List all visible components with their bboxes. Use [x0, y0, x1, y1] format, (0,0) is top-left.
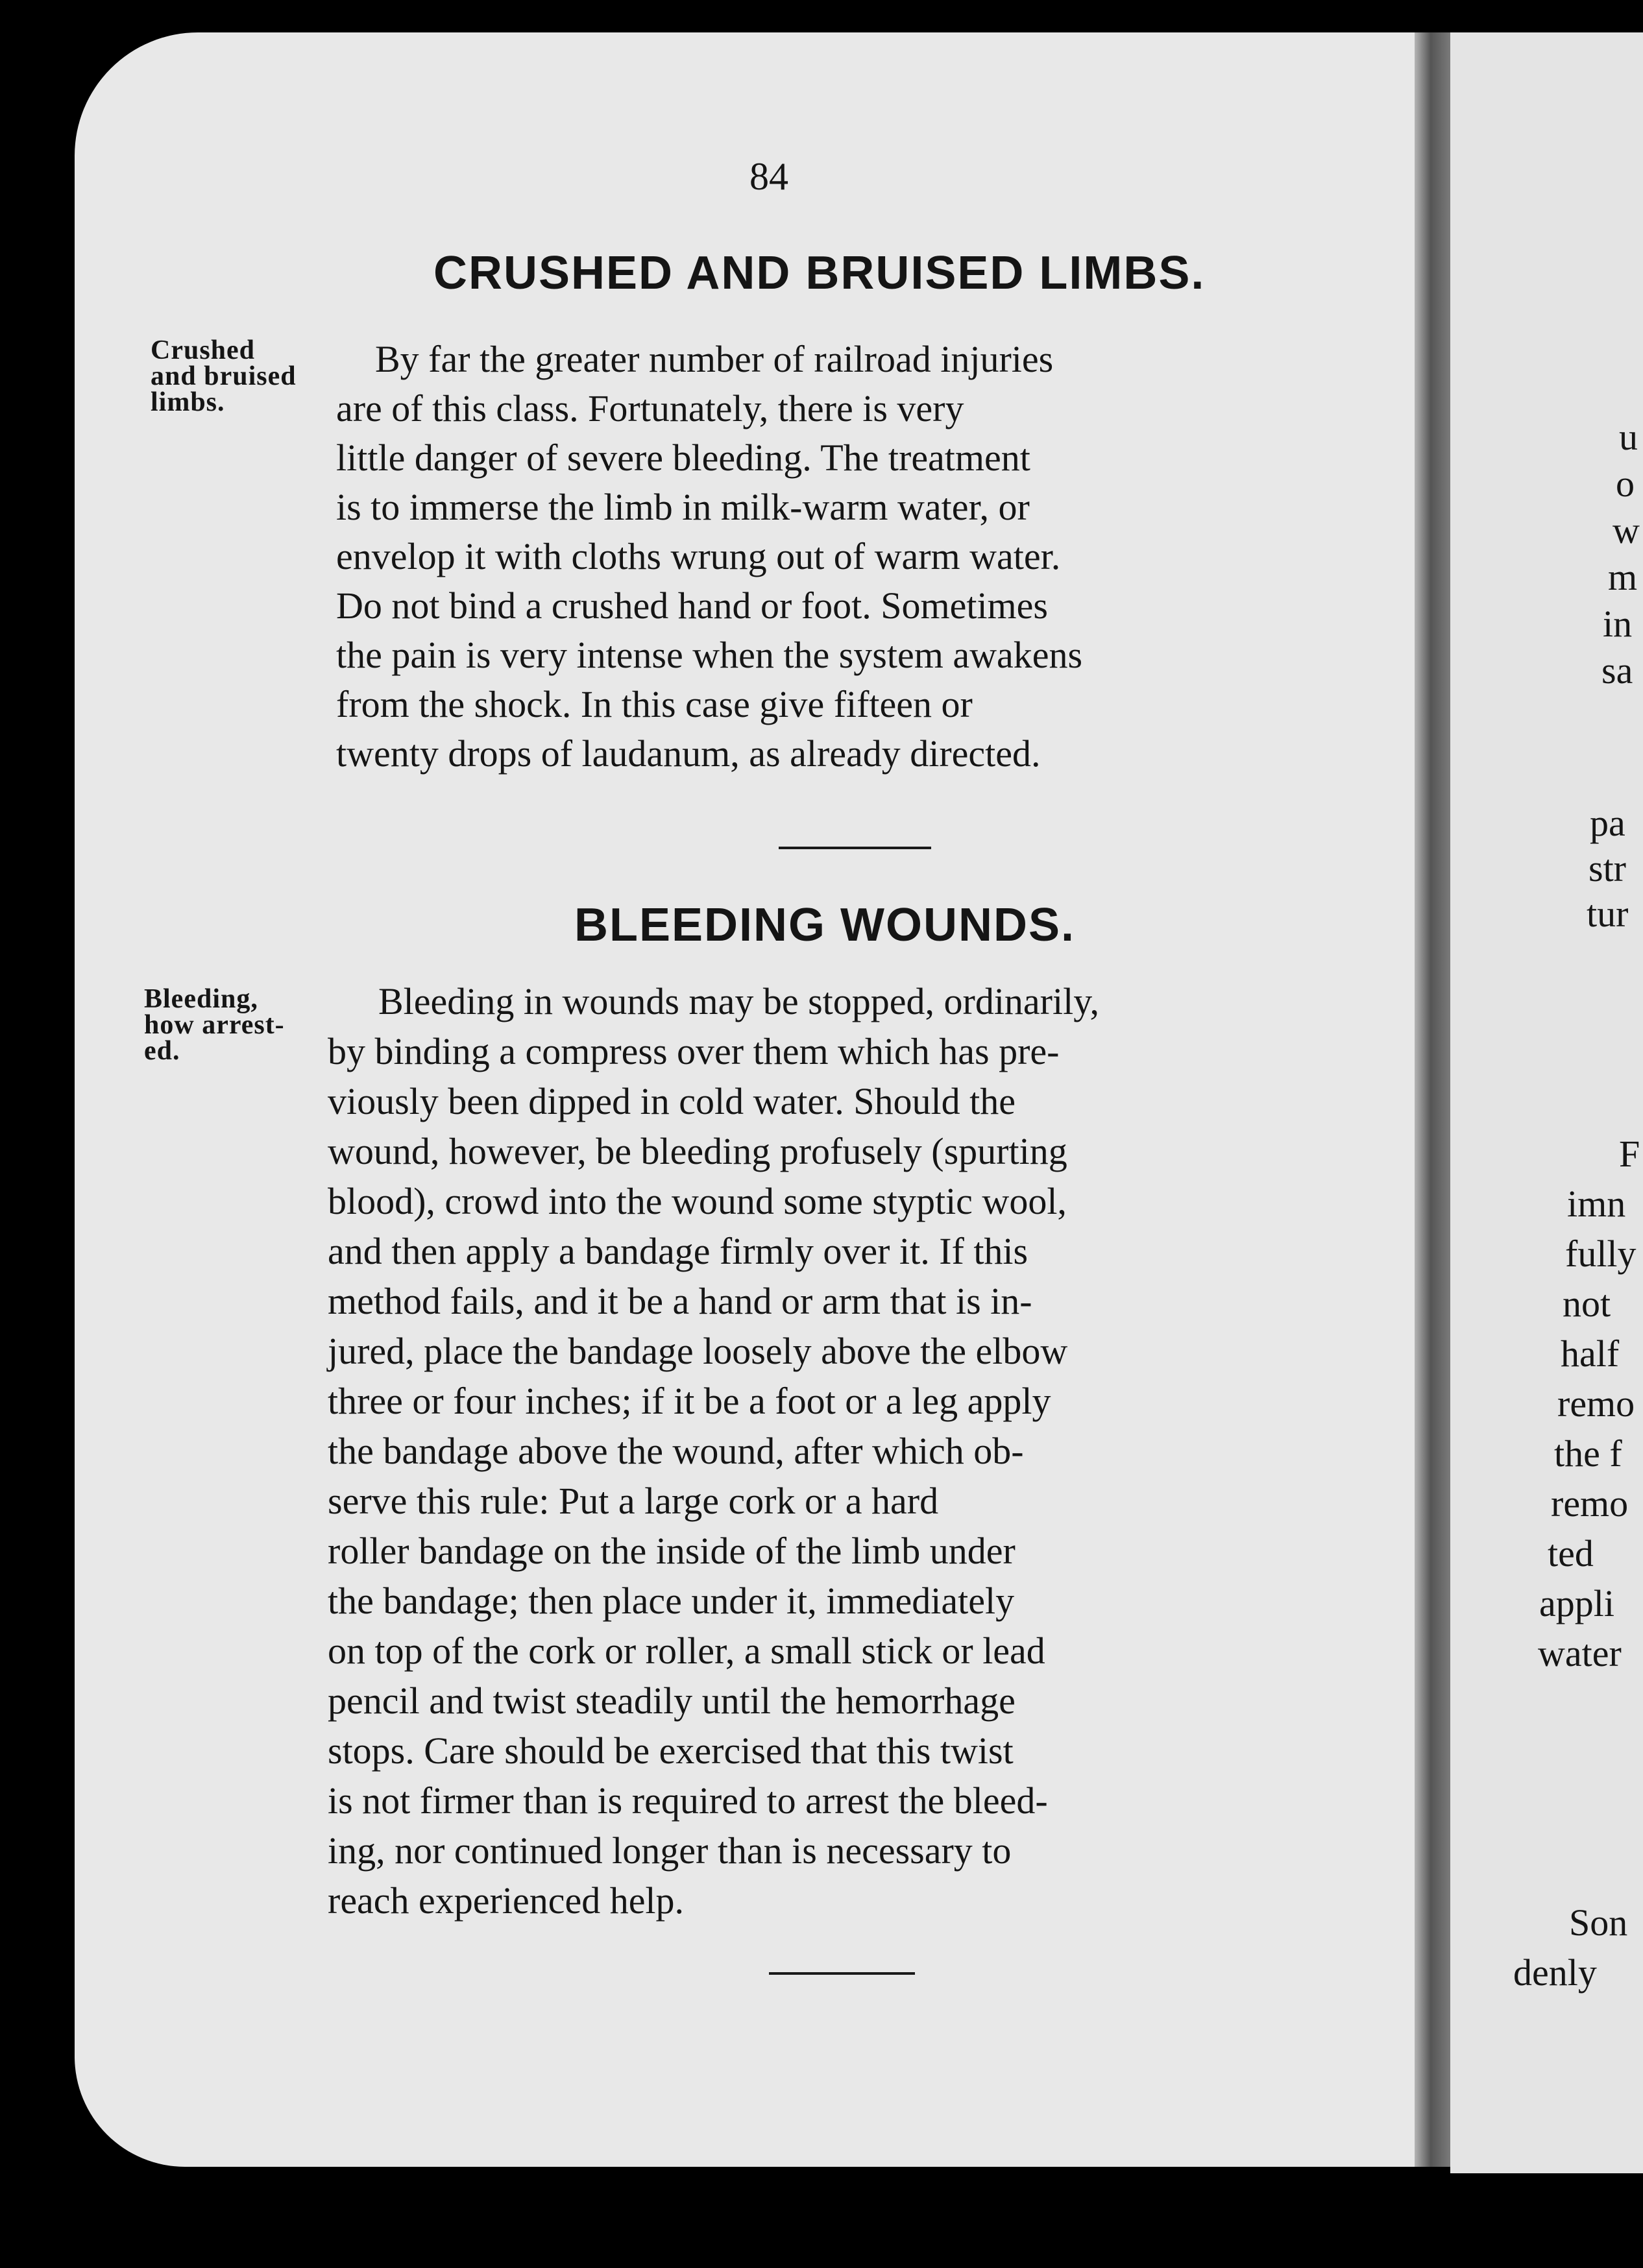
margin-note-crushed-limbs	[151, 337, 297, 415]
text-line: blood), crowd into the wound some styptic wool,	[328, 1180, 1067, 1222]
text-line: Do not bind a crushed hand or foot. Sometimes	[336, 585, 1048, 627]
text-line: by binding a compress over them which has pre-	[328, 1030, 1060, 1072]
text-line: envelop it with cloths wrung out of warm water.	[336, 535, 1061, 577]
text-line: and then apply a bandage firmly over it. If this	[328, 1230, 1028, 1272]
facing-fragment: remo	[1557, 1382, 1635, 1425]
text-line: serve this rule: Put a large cork or a hard	[328, 1480, 939, 1522]
facing-fragment: fully	[1565, 1233, 1637, 1275]
section-title-bleeding-wounds: BLEEDING WOUNDS.	[574, 899, 1076, 951]
text-line: method fails, and it be a hand or arm that is in-	[328, 1280, 1032, 1322]
facing-fragment: denly	[1513, 1951, 1597, 1994]
section-divider	[779, 847, 931, 849]
facing-fragment: sa	[1601, 649, 1633, 692]
text-line: little danger of severe bleeding. The treatment	[336, 437, 1030, 479]
facing-fragment: in	[1603, 603, 1633, 645]
text-line: viously been dipped in cold water. Should the	[328, 1080, 1016, 1122]
text-line: is not firmer than is required to arrest the bleed-	[328, 1779, 1048, 1822]
facing-fragment: m	[1608, 556, 1638, 598]
text-line: on top of the cork or roller, a small stick or lead	[328, 1630, 1045, 1672]
section-divider	[769, 1972, 915, 1975]
text-line: the pain is very intense when the system awakens	[336, 634, 1083, 676]
text-line: roller bandage on the inside of the limb under	[328, 1530, 1016, 1572]
facing-fragment: ted	[1548, 1532, 1594, 1574]
facing-fragment: half	[1561, 1333, 1620, 1375]
text-line: ing, nor continued longer than is necessary to	[328, 1829, 1012, 1872]
book-gutter	[1415, 32, 1450, 2167]
text-line: jured, place the bandage loosely above the elbow	[328, 1330, 1068, 1372]
facing-fragment: imn	[1567, 1183, 1626, 1225]
text-line: three or four inches; if it be a foot or a leg apply	[328, 1380, 1051, 1422]
facing-fragment: pa	[1590, 802, 1625, 844]
text-line: from the shock. In this case give fifteen or	[336, 683, 973, 725]
facing-page	[1450, 32, 1643, 2173]
margin-note-line: how arrest-	[144, 1010, 285, 1040]
facing-fragment: Son	[1569, 1901, 1628, 1944]
text-line: By far the greater number of railroad injuries	[375, 338, 1054, 380]
margin-note-line: and bruised	[151, 361, 297, 391]
text-line: are of this class. Fortunately, there is very	[336, 387, 964, 429]
page-number: 84	[749, 155, 788, 198]
facing-fragment: o	[1616, 463, 1635, 505]
facing-fragment: w	[1613, 509, 1640, 551]
facing-fragment: u	[1619, 416, 1638, 458]
text-line: twenty drops of laudanum, as already directed.	[336, 732, 1041, 775]
facing-fragment: not	[1563, 1283, 1611, 1325]
facing-fragment: appli	[1539, 1582, 1614, 1624]
text-line: pencil and twist steadily until the hemorrhage	[328, 1680, 1016, 1722]
facing-fragment: tur	[1587, 893, 1629, 935]
margin-note-line: Bleeding,	[144, 984, 258, 1014]
text-line: the bandage above the wound, after which ob-	[328, 1430, 1024, 1472]
text-line: the bandage; then place under it, immediately	[328, 1580, 1015, 1622]
facing-fragment: the f	[1554, 1432, 1622, 1475]
text-line: Bleeding in wounds may be stopped, ordinarily,	[378, 980, 1099, 1022]
text-line: wound, however, be bleeding profusely (spurting	[328, 1130, 1067, 1172]
margin-note-bleeding	[144, 986, 285, 1064]
facing-fragment: water	[1538, 1632, 1622, 1674]
facing-fragment: F	[1619, 1133, 1640, 1175]
text-line: stops. Care should be exercised that this twist	[328, 1730, 1014, 1772]
text-line: is to immerse the limb in milk-warm water, or	[336, 486, 1030, 528]
section-title-crushed-limbs: CRUSHED AND BRUISED LIMBS.	[433, 247, 1206, 299]
text-line: reach experienced help.	[328, 1879, 685, 1922]
margin-note-line: limbs.	[151, 387, 225, 417]
facing-fragment: remo	[1551, 1482, 1629, 1525]
facing-fragment: str	[1588, 847, 1626, 889]
margin-note-line: ed.	[144, 1036, 180, 1066]
margin-note-line: Crushed	[151, 335, 256, 365]
